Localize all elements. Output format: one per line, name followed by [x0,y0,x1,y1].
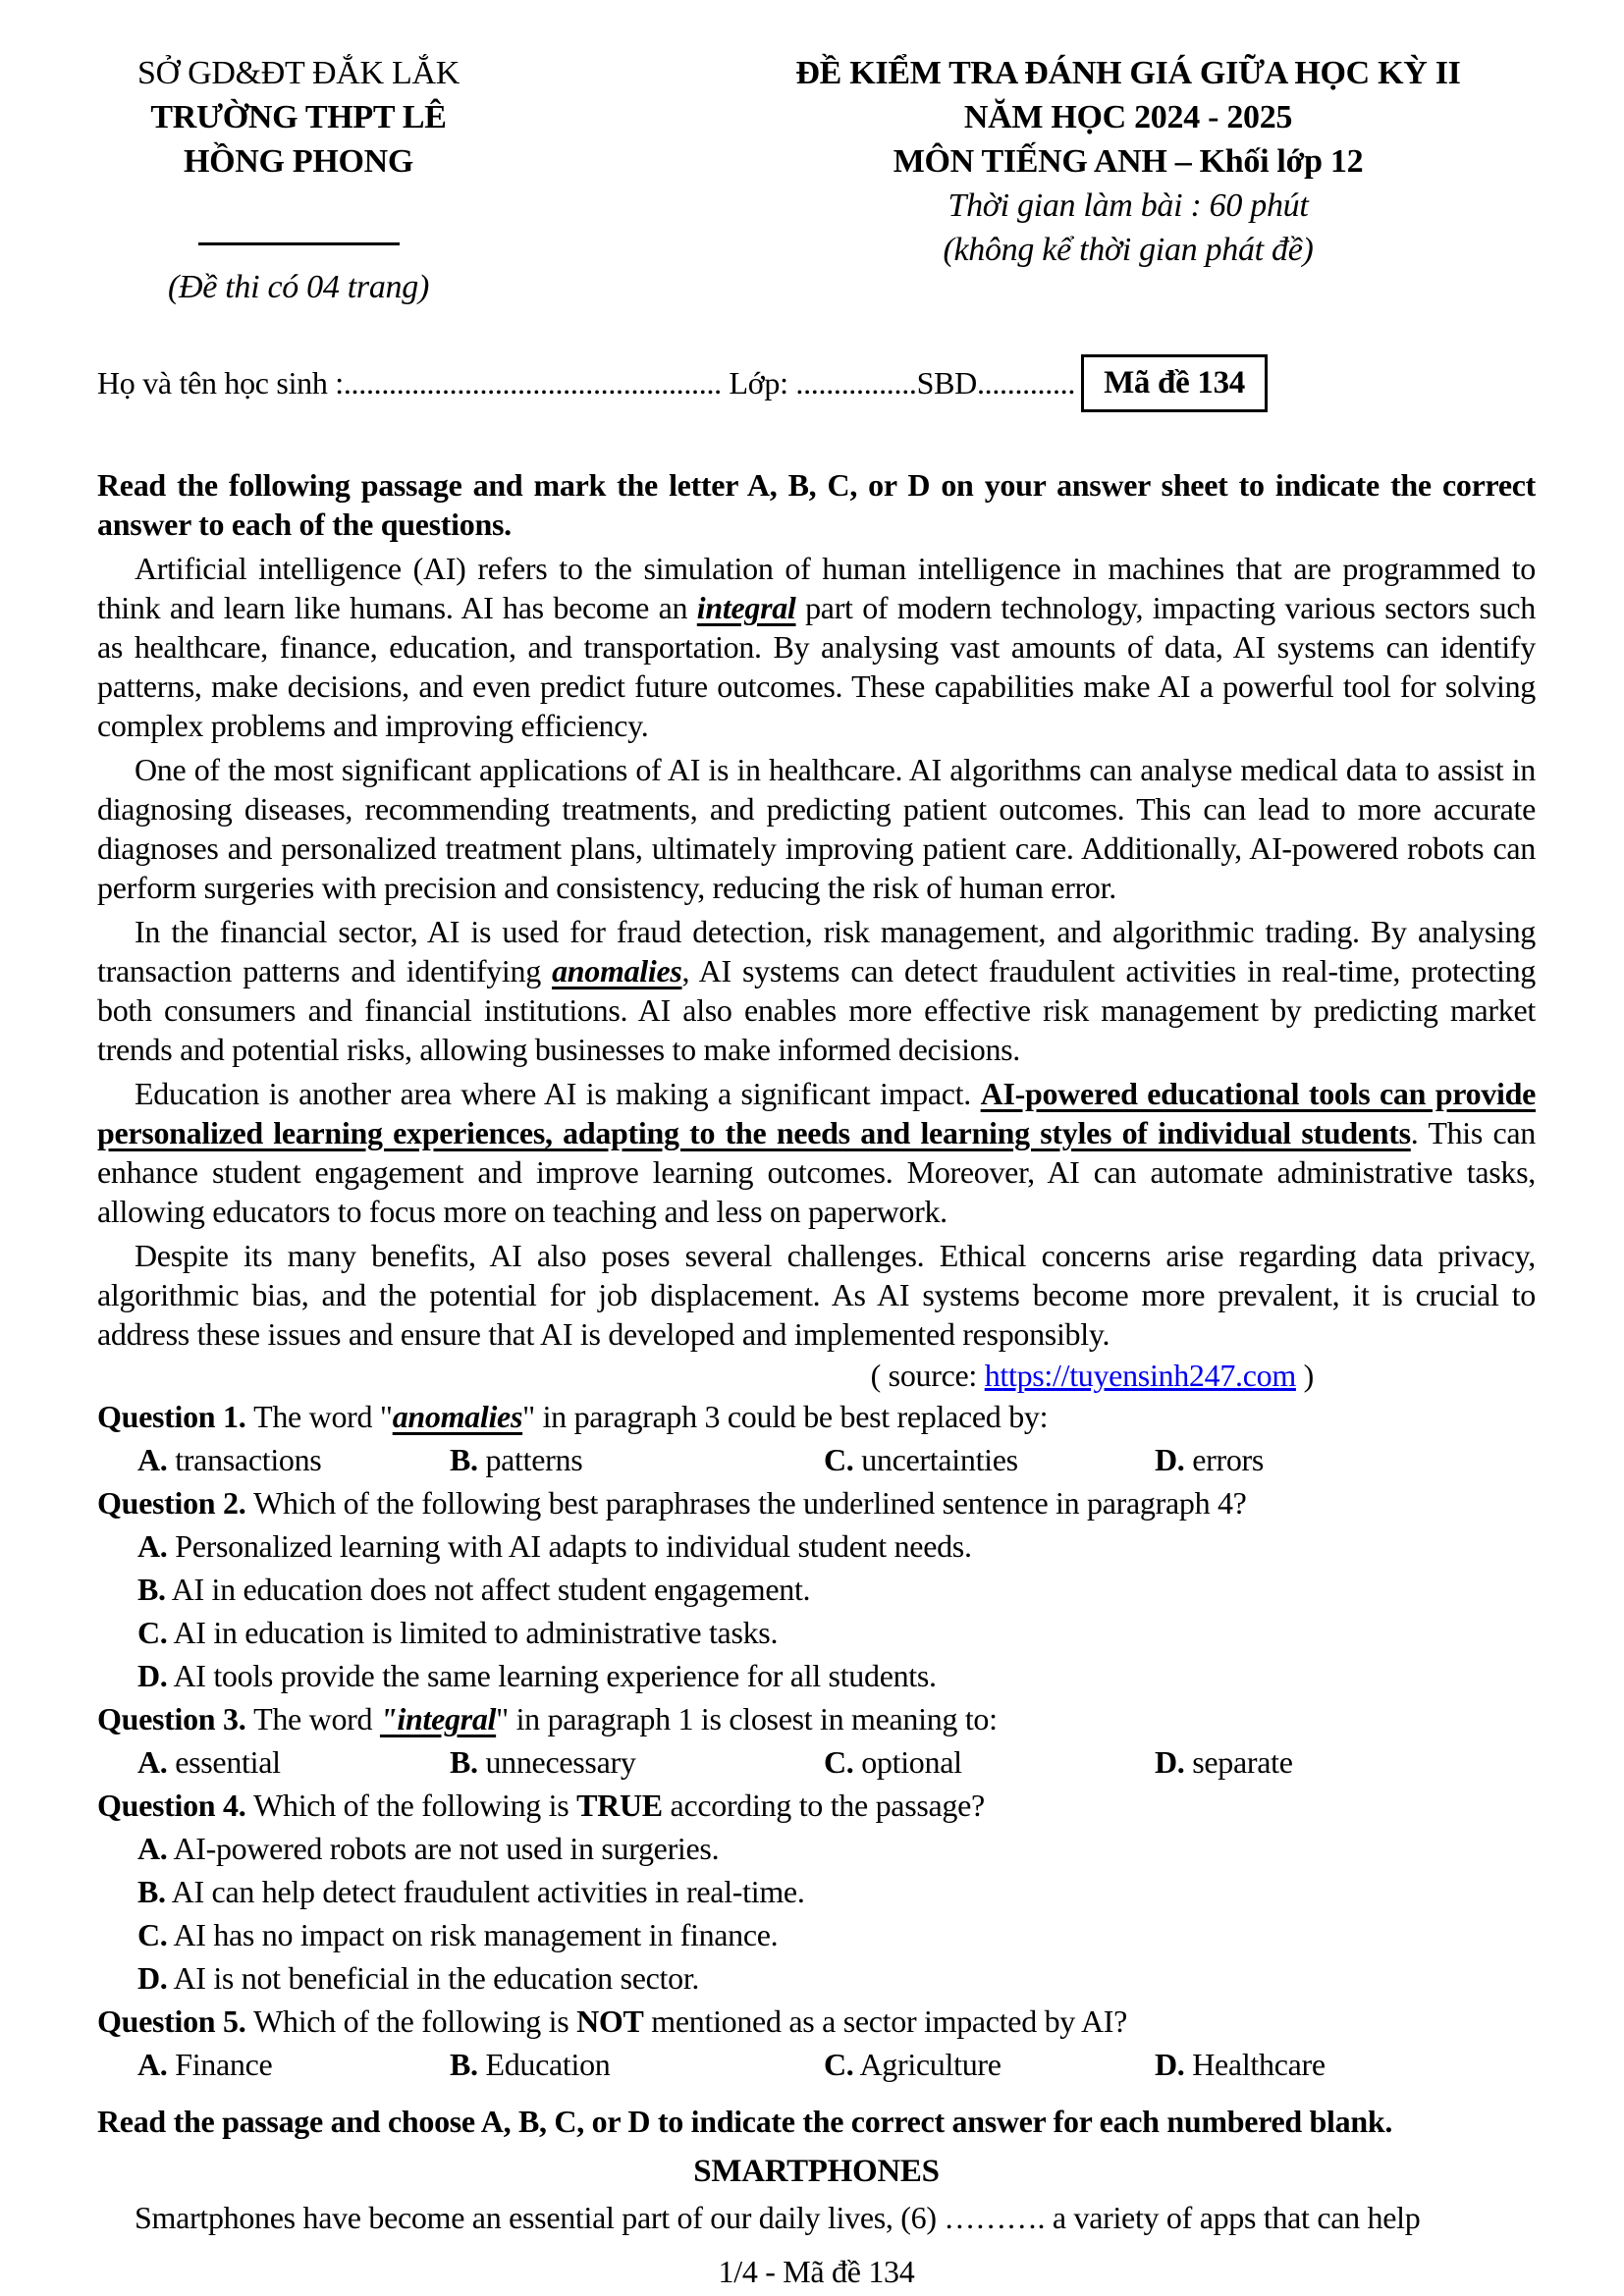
divider-line [198,242,400,245]
department-name: SỞ GD&ĐT ĐẮK LẮK [137,55,460,91]
option-text: AI-powered robots are not used in surgeries. [167,1831,720,1866]
document-header [97,51,1536,309]
option-letter: D. [1155,2047,1185,2082]
passage-paragraph [97,549,1536,745]
option-text: Education [477,2047,611,2082]
option-letter: D. [137,1960,168,1996]
option-c [97,1913,1536,1956]
options-group [97,1438,1536,1481]
passage-paragraph [97,1074,1536,1231]
text-segment: anomalies [552,953,682,988]
text-segment: ( source: [870,1358,985,1393]
text-segment: AI-powered educational tools can provide personalized learning experiences, adapting to the needs and learning styles of individual students [97,1076,1536,1150]
option-letter: B. [450,1744,478,1780]
options-group [97,1740,1536,1784]
text-segment: "integral [379,1701,497,1736]
option-text: essential [167,1744,281,1780]
option-d [1155,1740,1536,1784]
options-group [97,1524,1536,1697]
text-segment: according to the passage? [662,1788,985,1823]
option-letter: B. [137,1572,166,1607]
school-name: TRƯỜNG THPT LÊ HỒNG PHONG [150,99,447,180]
option-text: errors [1184,1442,1265,1477]
text-segment: , AI systems can detect fraudulent activities in real-time, protecting both consumers and financial institutions. AI also enables more effective risk management by predicting market trends and potential risks, allowing businesses to make informed decisions. [97,953,1536,1067]
reading2-first-line: Smartphones have become an essential part of our daily lives, (6) ………. a variety of apps that can help [135,2200,1421,2235]
student-info-line: Họ và tên học sinh :.................................................. Lớp: ................SBD............. [97,365,1076,400]
text-segment: Which of the following best paraphrases the underlined sentence in paragraph 4? [253,1485,1247,1521]
passage-paragraph [97,1236,1536,1354]
page-count-note: (Đề thi có 04 trang) [168,269,429,305]
question-block [97,1697,1536,1784]
option-text: AI in education is limited to administrative tasks. [167,1615,779,1650]
option-b [97,1568,1536,1611]
option-letter: B. [450,2047,478,2082]
exam-code-box: Mã đề 134 [1081,354,1268,412]
option-text: AI tools provide the same learning experience for all students. [167,1658,937,1693]
option-text: optional [853,1744,962,1780]
text-segment: Education is another area where AI is making a significant impact. [135,1076,981,1111]
option-letter: C. [824,1744,854,1780]
option-letter: A. [137,2047,168,2082]
text-segment: ) [1295,1358,1314,1393]
exam-title: ĐỀ KIỂM TRA ĐÁNH GIÁ GIỮA HỌC KỲ II [795,55,1461,91]
text-segment: Question 3. [97,1701,254,1736]
option-letter: D. [1155,1744,1185,1780]
reading1-instruction: Read the following passage and mark the letter A, B, C, or D on your answer sheet to indicate the correct answer to each of the questions. [97,467,1536,542]
option-text: patterns [477,1442,583,1477]
option-text: AI has no impact on risk management in finance. [167,1917,779,1952]
option-a [97,1827,1536,1870]
question-stem [97,1395,1536,1438]
option-b [97,1870,1536,1913]
text-segment: Artificial intelligence (AI) refers to the simulation of human intelligence in machines that are programmed to think and learn like humans. AI has become an [97,551,1536,625]
duration-line: Thời gian làm bài : 60 phút [947,187,1309,224]
text-segment: " in paragraph 1 is closest in meaning to: [496,1701,998,1736]
school-year: NĂM HỌC 2024 - 2025 [963,99,1293,135]
text-segment: . This can enhance student engagement and improve learning outcomes. Moreover, AI can automate administrative tasks, allowing educators to focus more on teaching and less on paperwork. [97,1115,1536,1229]
text-segment: In the financial sector, AI is used for fraud detection, risk management, and algorithmic trading. By analysing transaction patterns and identifying [97,914,1536,988]
option-d [97,1654,1536,1697]
option-letter: A. [137,1744,168,1780]
option-a [97,1524,1536,1568]
option-c [824,1438,1155,1481]
option-b [450,1438,824,1481]
student-info-row [97,354,1536,412]
text-segment: One of the most significant applications of AI is in healthcare. AI algorithms can analyse medical data to assist in diagnosing diseases, recommending treatments, and predicting patient outcomes. This can lead to more accurate diagnoses and personalized treatment plans, ultimately improving patient care. Additionally, AI-powered robots can perform surgeries with precision and consistency, reducing the risk of human error. [97,752,1536,905]
option-letter: A. [137,1442,168,1477]
text-segment: Question 2. [97,1485,254,1521]
text-segment: Question 5. [97,2003,254,2039]
source-link[interactable]: https://tuyensinh247.com [984,1358,1296,1393]
option-letter: C. [137,1917,168,1952]
option-text: Finance [167,2047,273,2082]
option-letter: A. [137,1528,168,1564]
option-text: Personalized learning with AI adapts to individual student needs. [167,1528,972,1564]
source-line [97,1356,1536,1395]
text-segment: NOT [576,2003,644,2039]
duration-note: (không kể thời gian phát đề) [943,232,1314,268]
header-left-block [97,51,500,309]
text-segment: Question 1. [97,1399,254,1434]
text-segment: anomalies [392,1399,523,1434]
option-text: separate [1184,1744,1293,1780]
option-d [1155,1438,1536,1481]
question-block [97,1481,1536,1697]
option-text: uncertainties [853,1442,1018,1477]
option-d [97,1956,1536,2000]
question-stem [97,2000,1536,2043]
text-segment: Which of the following is [253,2003,577,2039]
text-segment: integral [696,590,796,625]
option-letter: C. [137,1615,168,1650]
text-segment: Which of the following is [253,1788,577,1823]
subject-grade: MÔN TIẾNG ANH – Khối lớp 12 [893,143,1364,180]
option-text: AI can help detect fraudulent activities in real-time. [165,1874,805,1909]
text-segment: Despite its many benefits, AI also poses several challenges. Ethical concerns arise regarding data privacy, algorithmic bias, and the potential for job displacement. As AI systems become more prevalent, it is crucial to address these issues and ensure that AI is developed and implemented responsibly. [97,1238,1536,1352]
question-stem [97,1784,1536,1827]
text-segment: mentioned as a sector impacted by AI? [643,2003,1128,2039]
option-c [824,1740,1155,1784]
questions-section [97,1395,1536,2086]
option-text: Agriculture [853,2047,1001,2082]
option-text: AI in education does not affect student engagement. [165,1572,811,1607]
text-segment: The word [253,1701,380,1736]
text-segment: The word " [253,1399,393,1434]
question-block [97,1395,1536,1481]
text-segment: part of modern technology, impacting various sectors such as healthcare, finance, education, and transportation. By analysing vast amounts of data, AI systems can identify patterns, make decisions, and even predict future outcomes. These capabilities make AI a powerful tool for solving complex problems and improving efficiency. [97,590,1536,743]
option-b [450,1740,824,1784]
passage-paragraph [97,912,1536,1069]
option-text: transactions [167,1442,322,1477]
option-c [97,1611,1536,1654]
option-c [824,2043,1155,2086]
option-d [1155,2043,1536,2086]
option-text: AI is not beneficial in the education sector. [167,1960,700,1996]
option-letter: D. [137,1658,168,1693]
question-stem [97,1697,1536,1740]
reading-passage [97,549,1536,1354]
text-segment: Question 4. [97,1788,254,1823]
option-a [137,2043,450,2086]
question-block [97,1784,1536,2000]
options-group [97,2043,1536,2086]
option-letter: C. [824,2047,854,2082]
option-a [137,1438,450,1481]
option-letter: D. [1155,1442,1185,1477]
options-group [97,1827,1536,2000]
option-letter: B. [137,1874,166,1909]
question-stem [97,1481,1536,1524]
text-segment: " in paragraph 3 could be best replaced by: [522,1399,1049,1434]
option-letter: C. [824,1442,854,1477]
passage-paragraph [97,750,1536,907]
option-text: Healthcare [1184,2047,1326,2082]
option-b [450,2043,824,2086]
option-letter: A. [137,1831,168,1866]
header-right-block [721,51,1536,309]
option-text: unnecessary [477,1744,636,1780]
text-segment: TRUE [576,1788,663,1823]
question-block [97,2000,1536,2086]
option-a [137,1740,450,1784]
page-footer: 1/4 - Mã đề 134 [718,2254,915,2289]
reading2-title: SMARTPHONES [693,2154,940,2189]
option-letter: B. [450,1442,478,1477]
reading2-instruction: Read the passage and choose A, B, C, or D to indicate the correct answer for each numbered blank. [97,2104,1393,2139]
